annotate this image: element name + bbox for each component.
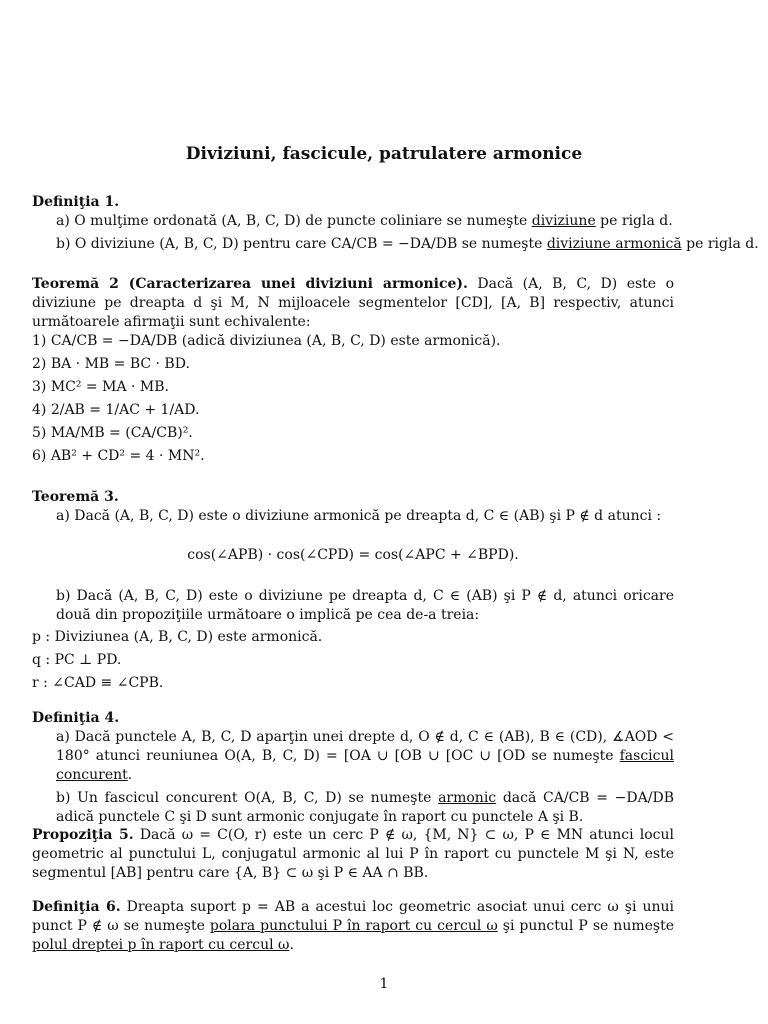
definition-4-heading: Definiţia 4. [32, 710, 120, 726]
definition-1-item-a: a) O mulţime ordonată (A, B, C, D) de puncte coliniare se numeşte diviziune pe rigla d. [56, 213, 673, 229]
definition-1-heading: Definiţia 1. [32, 194, 120, 210]
theorem-3-prop-r: r : ∠CAD ≡ ∠CPB. [32, 675, 164, 691]
term-diviziune: diviziune [531, 213, 596, 229]
definition-1-item-b: b) O diviziune (A, B, C, D) pentru care CA/CB = −DA/DB se numeşte diviziune armonică pe rigla d. [56, 236, 759, 252]
theorem-2-item-2: 2) BA · MB = BC · BD. [32, 356, 190, 372]
term-polara-punctului: polara punctului P în raport cu cercul ω [209, 918, 498, 934]
term-diviziune-armonica: diviziune armonică [546, 236, 682, 252]
definition-4 [32, 709, 674, 827]
theorem-2-item-3: 3) MC² = MA · MB. [32, 379, 169, 395]
document-title: Diviziuni, fascicule, patrulatere armonice [185, 144, 583, 164]
theorem-2-item-4: 4) 2/AB = 1/AC + 1/AD. [32, 402, 200, 418]
theorem-2-item-5: 5) MA/MB = (CA/CB)². [32, 425, 193, 441]
definition-1 [32, 193, 759, 254]
proposition-5 [32, 826, 674, 883]
theorem-2-statement: Teoremă 2 (Caracterizarea unei diviziuni armonice). Dacă (A, B, C, D) este o diviziune pe dreapta d şi M, N mijloacele segmentelor [CD], [A, B] respectiv, atunci următoarele afirmaţii sunt echivalente: [32, 276, 675, 330]
definition-6 [32, 898, 674, 955]
term-polul-dreptei: polul dreptei p în raport cu cercul ω [32, 937, 290, 953]
theorem-2-item-6: 6) AB² + CD² = 4 · MN². [32, 448, 205, 464]
theorem-3-item-b: b) Dacă (A, B, C, D) este o diviziune pe dreapta d, C ∈ (AB) şi P ∉ d, atunci oricare două din propoziţiile următoare o implică pe cea de-a treia: [56, 588, 674, 623]
theorem-3-prop-q: q : PC ⊥ PD. [32, 652, 122, 668]
proposition-5-statement: Propoziţia 5. Dacă ω = C(O, r) este un cerc P ∉ ω, {M, N} ⊂ ω, P ∈ MN atunci locul geometric al punctului L, conjugatul armonic al lui P în raport cu punctele M şi N, este segmentul [AB] pentru care {A, B} ⊂ ω şi P ∈ AA ∩ BB. [32, 827, 675, 881]
theorem-2-item-1: 1) CA/CB = −DA/DB (adică diviziunea (A, B, C, D) este armonică). [32, 333, 501, 349]
page-number: 1 [379, 976, 389, 992]
definition-6-statement: Definiţia 6. Dreapta suport p = AB a acestui loc geometric asociat unui cerc ω şi unui punct P ∉ ω se numeşte polara punctului P în raport cu cercul ω şi punctul P se numeşte polul dreptei p în raport cu cercul ω. [32, 899, 674, 953]
definition-6-heading: Definiţia 6. [32, 899, 121, 915]
proposition-5-heading: Propoziţia 5. [32, 827, 134, 843]
theorem-3-prop-p: p : Diviziunea (A, B, C, D) este armonică. [32, 629, 323, 645]
theorem-3-item-a: a) Dacă (A, B, C, D) este o diviziune armonică pe dreapta d, C ∈ (AB) şi P ∉ d atunci : [56, 508, 662, 524]
definition-4-item-b: b) Un fascicul concurent O(A, B, C, D) se numeşte armonic dacă CA/CB = −DA/DB adică punctele C şi D sunt armonic conjugate în raport cu punctele A şi B. [56, 790, 674, 825]
theorem-2 [32, 275, 674, 466]
theorem-3-heading: Teoremă 3. [32, 489, 119, 505]
theorem-2-heading: Teoremă 2 (Caracterizarea unei diviziuni armonice). [32, 276, 468, 292]
theorem-3-formula: cos(∠APB) · cos(∠CPD) = cos(∠APC + ∠BPD). [187, 547, 519, 563]
definition-4-item-a: a) Dacă punctele A, B, C, D aparţin unei drepte d, O ∉ d, C ∈ (AB), B ∈ (CD), ∡AOD < 180° atunci reuniunea O(A, B, C, D) = [OA ∪ [OB ∪ [OC ∪ [OD se numeşte fascicul concurent. [56, 729, 674, 783]
theorem-3 [32, 488, 674, 693]
term-armonic: armonic [438, 790, 497, 806]
term-fascicul-concurent: fascicul concurent [56, 748, 674, 783]
